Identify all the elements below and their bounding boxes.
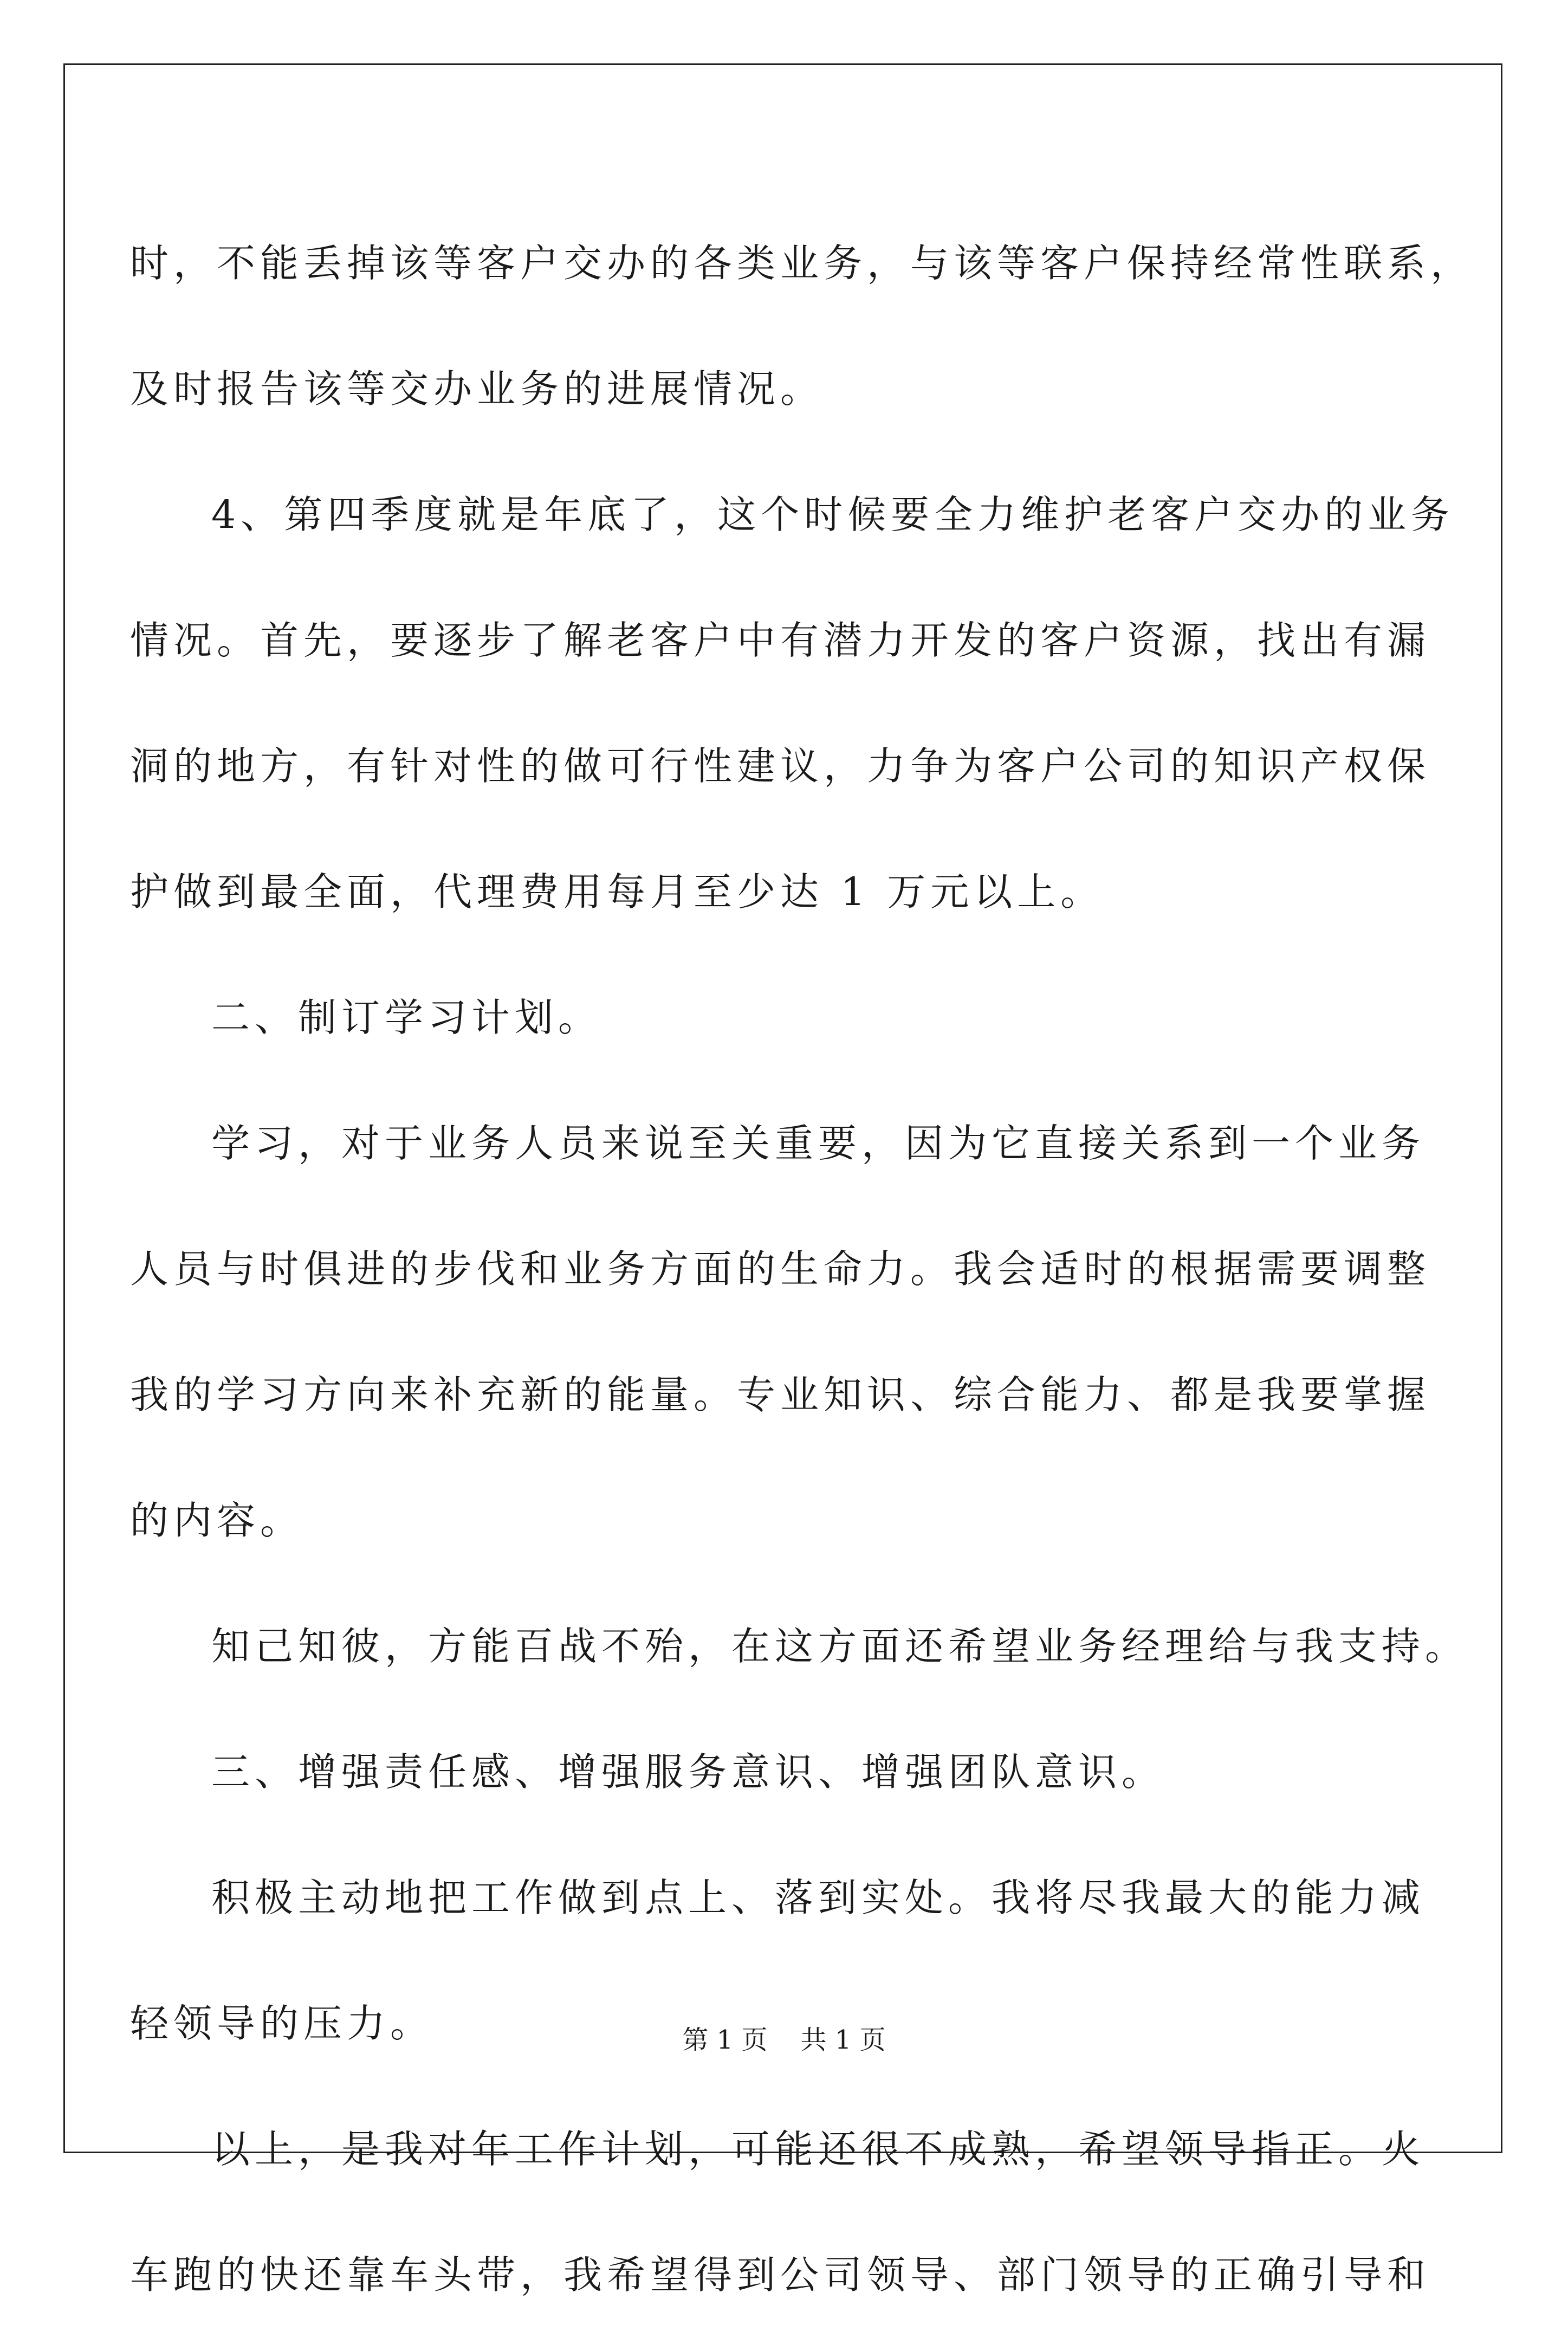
text-line: 轻领导的压力。 — [130, 2001, 434, 2046]
text-line: 时，不能丢掉该等客户交办的各类业务，与该等客户保持经常性联系， — [130, 241, 1474, 286]
text-line: 洞的地方，有针对性的做可行性建议，力争为客户公司的知识产权保 — [130, 744, 1431, 789]
text-line: 我的学习方向来补充新的能量。专业知识、综合能力、都是我要掌握 — [130, 1372, 1431, 1417]
text-line: 人员与时俱进的步伐和业务方面的生命力。我会适时的根据需要调整 — [130, 1246, 1431, 1291]
text-line: 知己知彼，方能百战不殆，在这方面还希望业务经理给与我支持。 — [211, 1624, 1469, 1669]
text-line: 积极主动地把工作做到点上、落到实处。我将尽我最大的能力减 — [211, 1875, 1426, 1920]
text-line: 以上，是我对年工作计划，可能还很不成熟，希望领导指正。火 — [211, 2127, 1426, 2172]
text-line: 情况。首先，要逐步了解老客户中有潜力开发的客户资源，找出有漏 — [130, 618, 1431, 663]
text-line: 的内容。 — [130, 1498, 304, 1543]
page-footer: 第 1 页 共 1 页 — [682, 2025, 886, 2055]
text-line: 护做到最全面，代理费用每月至少达 1 万元以上。 — [130, 869, 1104, 914]
text-line: 二、制订学习计划。 — [211, 995, 602, 1040]
text-line: 及时报告该等交办业务的进展情况。 — [130, 366, 824, 411]
text-line: 车跑的快还靠车头带，我希望得到公司领导、部门领导的正确引导和 — [130, 2252, 1431, 2297]
document-body — [130, 201, 1474, 2338]
text-line: 学习，对于业务人员来说至关重要，因为它直接关系到一个业务 — [211, 1121, 1426, 1166]
text-line: 三、增强责任感、增强服务意识、增强团队意识。 — [211, 1749, 1165, 1794]
text-line: 4、第四季度就是年底了，这个时候要全力维护老客户交办的业务 — [211, 492, 1455, 537]
